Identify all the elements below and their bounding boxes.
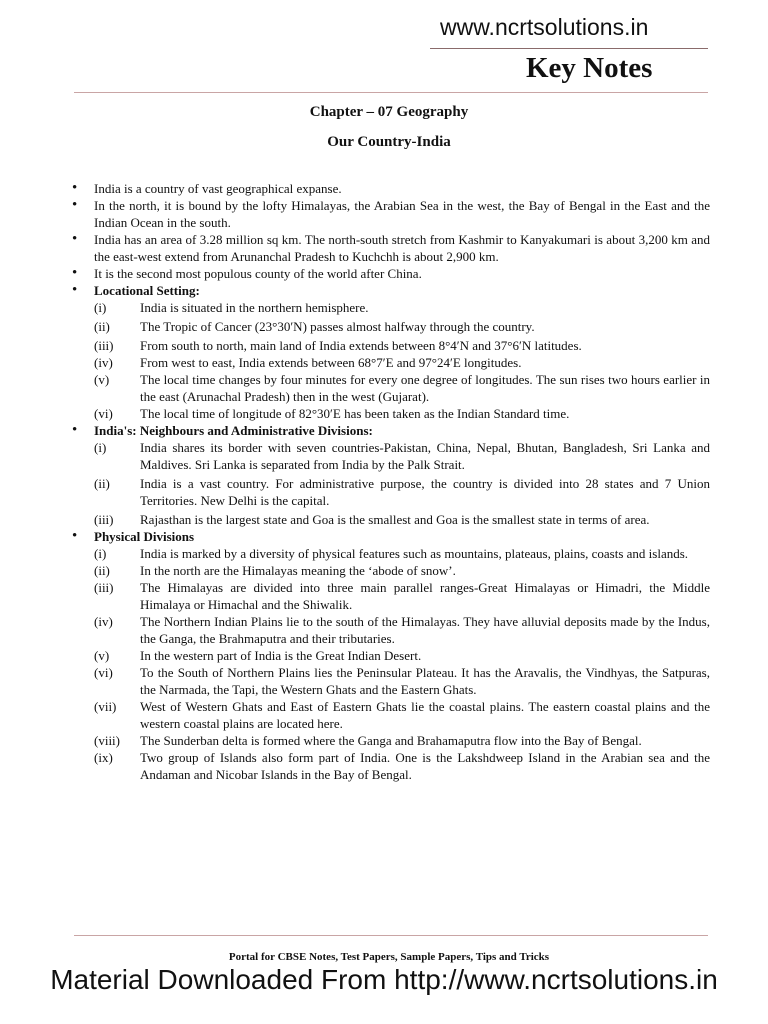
sub-item (94, 299, 710, 316)
item-text: India shares its border with seven countries-Pakistan, China, Nepal, Bhutan, Bangladesh, Sri Lanka and Maldives. Sri Lanka is separated from India by the Palk Strait. (140, 440, 710, 472)
sub-item (94, 749, 710, 783)
item-number: (ix) (94, 750, 113, 765)
site-url: www.ncrtsolutions.in (440, 14, 649, 40)
section-heading: • Physical Divisions (94, 529, 195, 544)
item-number: (ii) (94, 563, 110, 578)
sub-list (94, 299, 710, 422)
item-number: (ii) (94, 319, 110, 334)
item-text: The Sunderban delta is formed where the Ganga and Brahamaputra flow into the Bay of Bengal. (140, 733, 642, 748)
item-number: (i) (94, 300, 107, 315)
notes-body (70, 180, 710, 783)
chapter-subtitle: Our Country-India (327, 134, 451, 150)
sub-item (94, 511, 710, 528)
sub-item (94, 698, 710, 732)
item-text: India is situated in the northern hemisphere. (140, 300, 369, 315)
item-text: Rajasthan is the largest state and Goa is the smallest and Goa is the smallest state in terms of area. (140, 512, 650, 527)
item-number: (vi) (94, 665, 113, 680)
sub-item (94, 664, 710, 698)
sub-item (94, 405, 710, 422)
sub-item (94, 579, 710, 613)
sub-item (94, 732, 710, 749)
item-number: (i) (94, 546, 107, 561)
item-text: The Himalayas are divided into three main parallel ranges-Great Himalayas or Himadri, the Middle Himalaya or Himachal and the Shiwalik. (140, 580, 710, 612)
item-number: (v) (94, 648, 110, 663)
item-text: In the north are the Himalayas meaning the ‘abode of snow’. (140, 563, 456, 578)
section-neighbours (70, 422, 710, 528)
sub-item (94, 562, 710, 579)
bullet-item: • India has an area of 3.28 million sq km. The north-south stretch from Kashmir to Kanyakumari is about 3,200 km and the east-west extend from Arunanchal Pradesh to Kuchchh is about 2,900 km. (70, 231, 710, 265)
section-heading: • Locational Setting: (94, 283, 200, 298)
section-physical-divisions (70, 528, 710, 783)
footer-divider (74, 935, 708, 936)
header-divider (430, 48, 708, 49)
section-locational-setting (70, 282, 710, 422)
bullet-item: • It is the second most populous county of the world after China. (70, 265, 710, 282)
item-text: The local time changes by four minutes for every one degree of longitudes. The sun rises two hours earlier in the east (Arunachal Pradesh) then in the west (Gujarat). (140, 372, 710, 404)
item-text: Two group of Islands also form part of India. One is the Lakshdweep Island in the Arabian sea and the Andaman and Nicobar Islands in the Bay of Bengal. (140, 750, 710, 782)
sub-item (94, 318, 710, 335)
page-title: Key Notes (526, 52, 653, 84)
chapter-title: Chapter – 07 Geography (309, 104, 469, 120)
item-text: To the South of Northern Plains lies the Peninsular Plateau. It has the Aravalis, the Vindhyas, the Satpuras, the Narmada, the Tapi, the Western Ghats and the Eastern Ghats. (140, 665, 710, 697)
sub-item (94, 647, 710, 664)
sub-list (94, 439, 710, 528)
bullet-item: • India is a country of vast geographical expanse. (70, 180, 710, 197)
sub-item (94, 545, 710, 562)
item-number: (iii) (94, 338, 114, 353)
item-number: (iv) (94, 614, 113, 629)
sub-item (94, 337, 710, 354)
section-heading: • India's: Neighbours and Administrative Divisions: (94, 423, 373, 438)
item-text: From south to north, main land of India extends between 8°4′N and 37°6′N latitudes. (140, 338, 582, 353)
item-text: In the western part of India is the Great Indian Desert. (140, 648, 422, 663)
item-number: (ii) (94, 476, 110, 491)
sub-item (94, 354, 710, 371)
item-number: (v) (94, 372, 110, 387)
download-source-banner: Material Downloaded From http://www.ncrtsolutions.in (50, 964, 718, 995)
item-number: (vii) (94, 699, 117, 714)
item-text: India is a vast country. For administrative purpose, the country is divided into 28 states and 7 Union Territories. New Delhi is the capital. (140, 476, 710, 508)
top-divider (74, 92, 708, 93)
item-number: (vi) (94, 406, 113, 421)
item-text: India is marked by a diversity of physical features such as mountains, plateaus, plains, coasts and islands. (140, 546, 689, 561)
item-text: The Tropic of Cancer (23°30′N) passes almost halfway through the country. (140, 319, 535, 334)
item-text: West of Western Ghats and East of Eastern Ghats lie the coastal plains. The eastern coastal plains and the western coastal plains are located here. (140, 699, 710, 731)
sub-item (94, 475, 710, 509)
item-text: The Northern Indian Plains lie to the south of the Himalayas. They have alluvial deposits made by the Indus, the Ganga, the Brahmaputra and their tributaries. (140, 614, 710, 646)
item-text: The local time of longitude of 82°30′E has been taken as the Indian Standard time. (140, 406, 570, 421)
notes-list (70, 180, 710, 783)
item-number: (viii) (94, 733, 120, 748)
bullet-item: • In the north, it is bound by the lofty Himalayas, the Arabian Sea in the west, the Bay of Bengal in the East and the Indian Ocean in the south. (70, 197, 710, 231)
item-number: (iii) (94, 580, 114, 595)
sub-item (94, 613, 710, 647)
item-text: From west to east, India extends between 68°7′E and 97°24′E longitudes. (140, 355, 522, 370)
portal-footer: Portal for CBSE Notes, Test Papers, Sample Papers, Tips and Tricks (228, 951, 550, 963)
item-number: (i) (94, 440, 107, 455)
sub-list (94, 545, 710, 783)
sub-item (94, 371, 710, 405)
item-number: (iv) (94, 355, 113, 370)
sub-item (94, 439, 710, 473)
item-number: (iii) (94, 512, 114, 527)
